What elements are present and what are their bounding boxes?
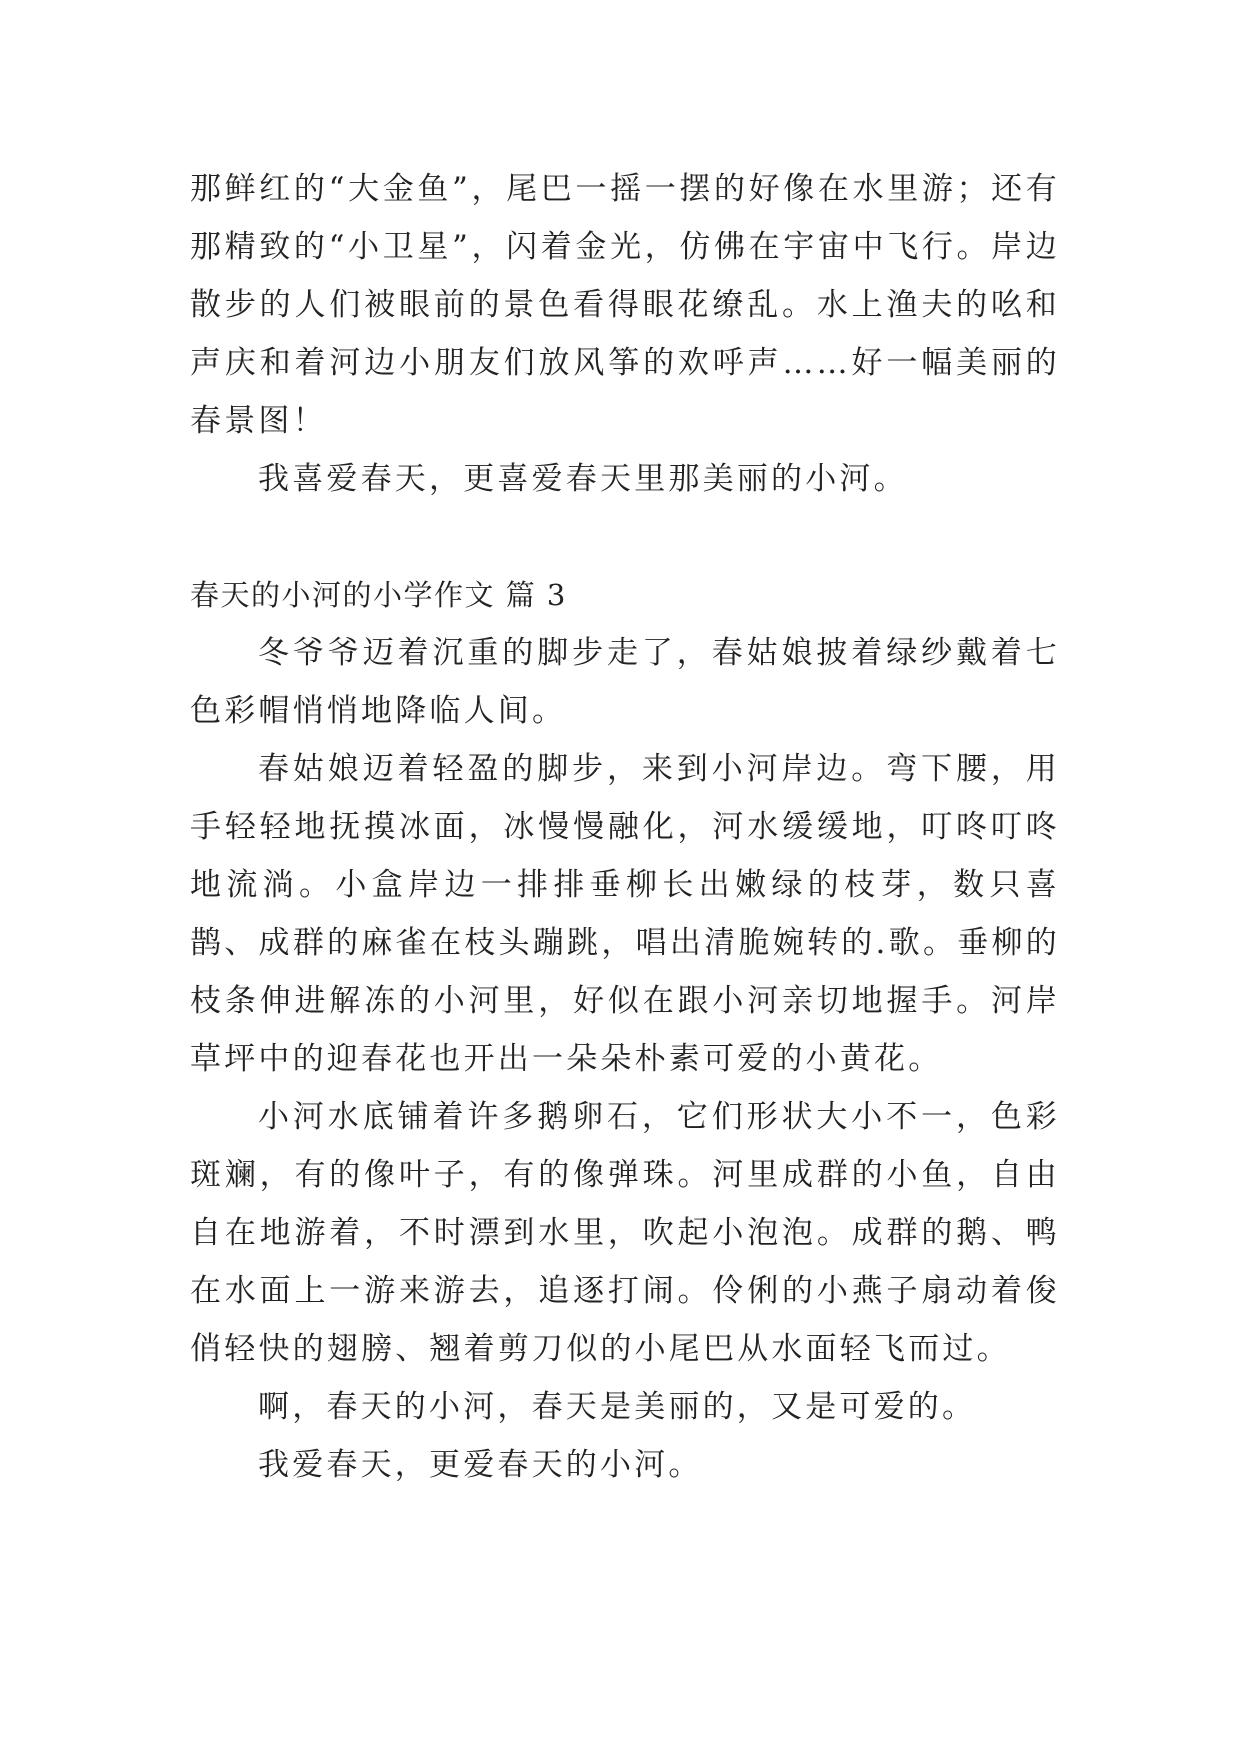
paragraph: 我喜爱春天，更喜爱春天里那美丽的小河。 [258, 461, 908, 497]
paragraph: 小河水底铺着许多鹅卵石，它们形状大小不一，色彩斑斓，有的像叶子，有的像弹珠。河里成群的小鱼，自由自在地游着，不时漂到水里，吹起小泡泡。成群的鹅、鸭在水面上一游来游去，追逐打闹。伶俐的小燕子扇动着俊俏轻快的翅膀、翘着剪刀似的小尾巴从水面轻飞而过。 [190, 1099, 1060, 1367]
section-heading: 春天的小河的小学作文 篇 3 [190, 578, 567, 612]
paragraph: 我爱春天，更爱春天的小河。 [258, 1447, 703, 1483]
paragraph: 啊，春天的小河，春天是美丽的，又是可爱的。 [258, 1389, 977, 1425]
document-page [190, 160, 1060, 1494]
paragraph: 冬爷爷迈着沉重的脚步走了，春姑娘披着绿纱戴着七色彩帽悄悄地降临人间。 [190, 635, 1060, 729]
paragraph-continued: 那鲜红的“大金鱼”，尾巴一摇一摆的好像在水里游；还有那精致的“小卫星”，闪着金光，仿佛在宇宙中飞行。岸边散步的人们被眼前的景色看得眼花缭乱。水上渔夫的吆和声庆和着河边小朋友们放风筝的欢呼声……好一幅美丽的春景图！ [190, 171, 1060, 439]
paragraph: 春姑娘迈着轻盈的脚步，来到小河岸边。弯下腰，用手轻轻地抚摸冰面，冰慢慢融化，河水缓缓地，叮咚叮咚地流淌。小盒岸边一排排垂柳长出嫩绿的枝芽，数只喜鹊、成群的麻雀在枝头蹦跳，唱出清脆婉转的.歌。垂柳的枝条伸进解冻的小河里，好似在跟小河亲切地握手。河岸草坪中的迎春花也开出一朵朵朴素可爱的小黄花。 [190, 751, 1060, 1077]
